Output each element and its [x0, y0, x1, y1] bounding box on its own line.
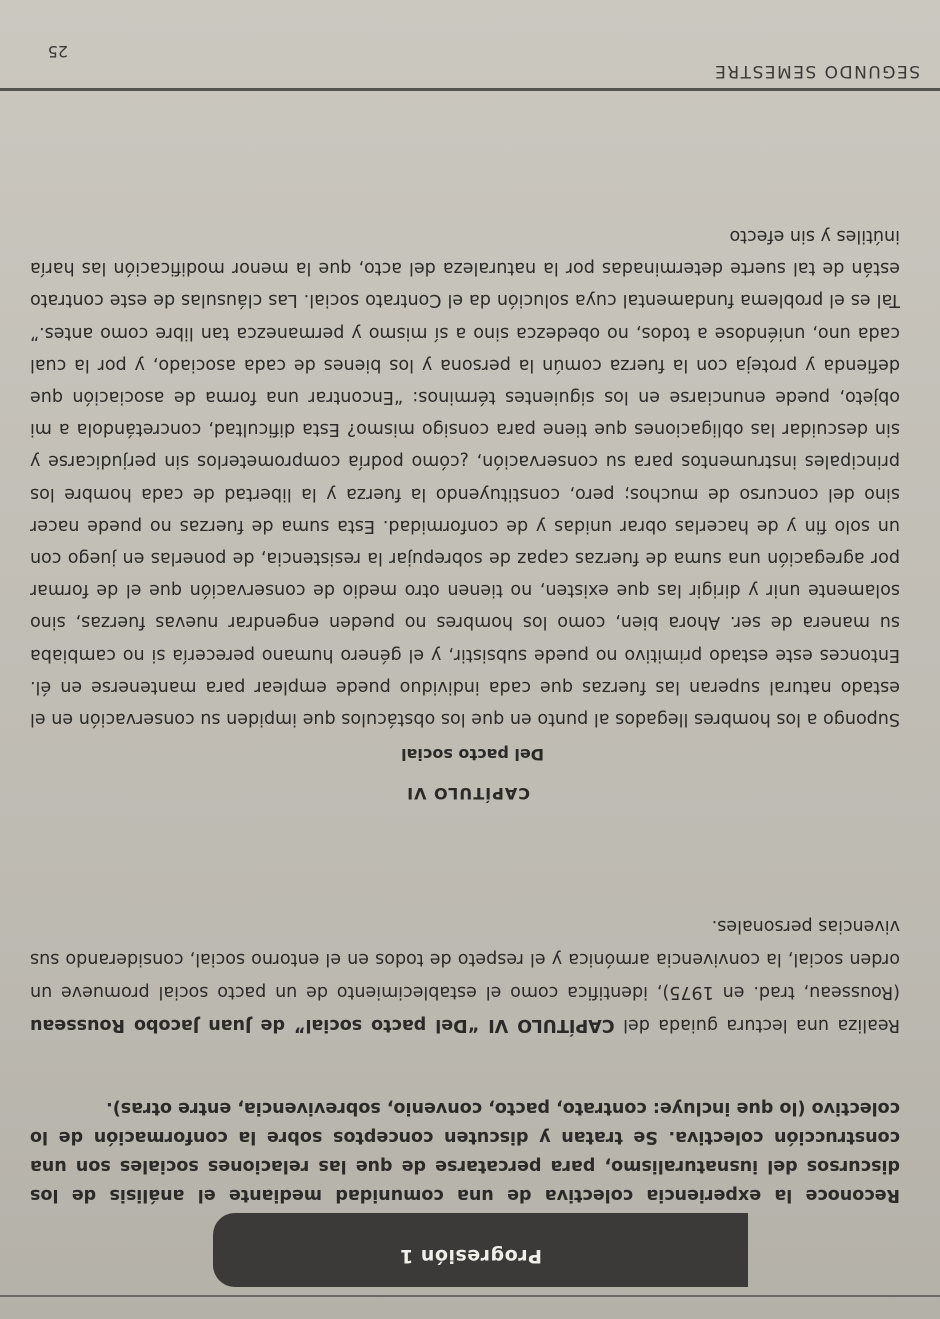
instructions-reading-title: CAPÍTULO VI “Del pacto social” de Juan Jacobo Rousseau [30, 1015, 615, 1035]
footer-rule [0, 88, 940, 91]
intro-line-2: tratan y discuten conceptos sobre la conformación de lo colectivo (lo que incluye: contrato, pacto, convenio, sobrevivencia, entre otras). [30, 1098, 900, 1147]
instructions-paragraph [30, 909, 900, 1041]
chapter-subtitle: Del pacto social [401, 745, 544, 764]
progression-label: Progresión 1 [399, 1245, 542, 1267]
page-top-edge [0, 1295, 940, 1297]
intro-section [30, 1093, 900, 1209]
chapter-paragraph: Supongo a los hombres llegados al punto en que los obstáculos que impiden su conservación en el estado natural superan las fuerzas que cada individuo puede emplear para mantenerse en él. Entonces este estado primitivo no puede subsistir, y el género humano perecería si no cambiaba su manera de ser. Ahora bien, como los hombres no pueden engendrar nuevas fuerzas, sino solamente unir y dirigir las que existen, no tienen otro medio de conservación que el de formar por agregación una suma de fuerzas capaz de sobrepujar la resistencia, de ponerlas en juego con un solo fin y de hacerlas obrar unidas y de conformidad. Esta suma de fuerzas no puede nacer sino del concurso de muchos; pero, constituyendo la fuerza y la libertad de cada hombre los principales instrumentos para su conservación, ¿cómo podría comprometerlos sin perjudicarse y sin descuidar las obligaciones que tiene para consigo mismo? Esta dificultad, concretándola a mi objeto, puede enunciarse en los siguientes términos: “Encontrar una forma de asociación que defienda y proteja con la fuerza común la persona y los bienes de cada asociado, y por la cual cada uno, uniéndose a todos, no obedezca sino a sí mismo y permanezca tan libre como antes.” Tal es el problema fundamental cuya solución da el Contrato social. Las cláusulas de este contrato están de tal suerte determinadas por la naturaleza del acto, que la menor modificación las haría inútiles y sin efecto [30, 225, 900, 729]
instructions-rest: (Rousseau, trad. en 1975), identifica como el establecimiento de un pacto social promueve un orden social, la convivencia armónica y el respeto de todos en el entorno social, considerando sus vivencias personales. [30, 916, 900, 1002]
progression-badge [213, 1213, 748, 1287]
footer-semester: SEGUNDO SEMESTRE [713, 61, 920, 81]
chapter-body [30, 220, 900, 735]
intro-line-1: Reconoce la experiencia colectiva de una comunidad mediante el análisis de los discursos del iusnaturalismo, para percatarse de que las relaciones sociales son una construcción colectiva. Se [30, 1127, 900, 1205]
instructions-lead: Realiza una lectura guiada del [614, 1015, 900, 1035]
intro-text [30, 1093, 900, 1209]
chapter-title: CAPÍTULO VI [406, 784, 530, 803]
page-number: 25 [47, 42, 68, 61]
